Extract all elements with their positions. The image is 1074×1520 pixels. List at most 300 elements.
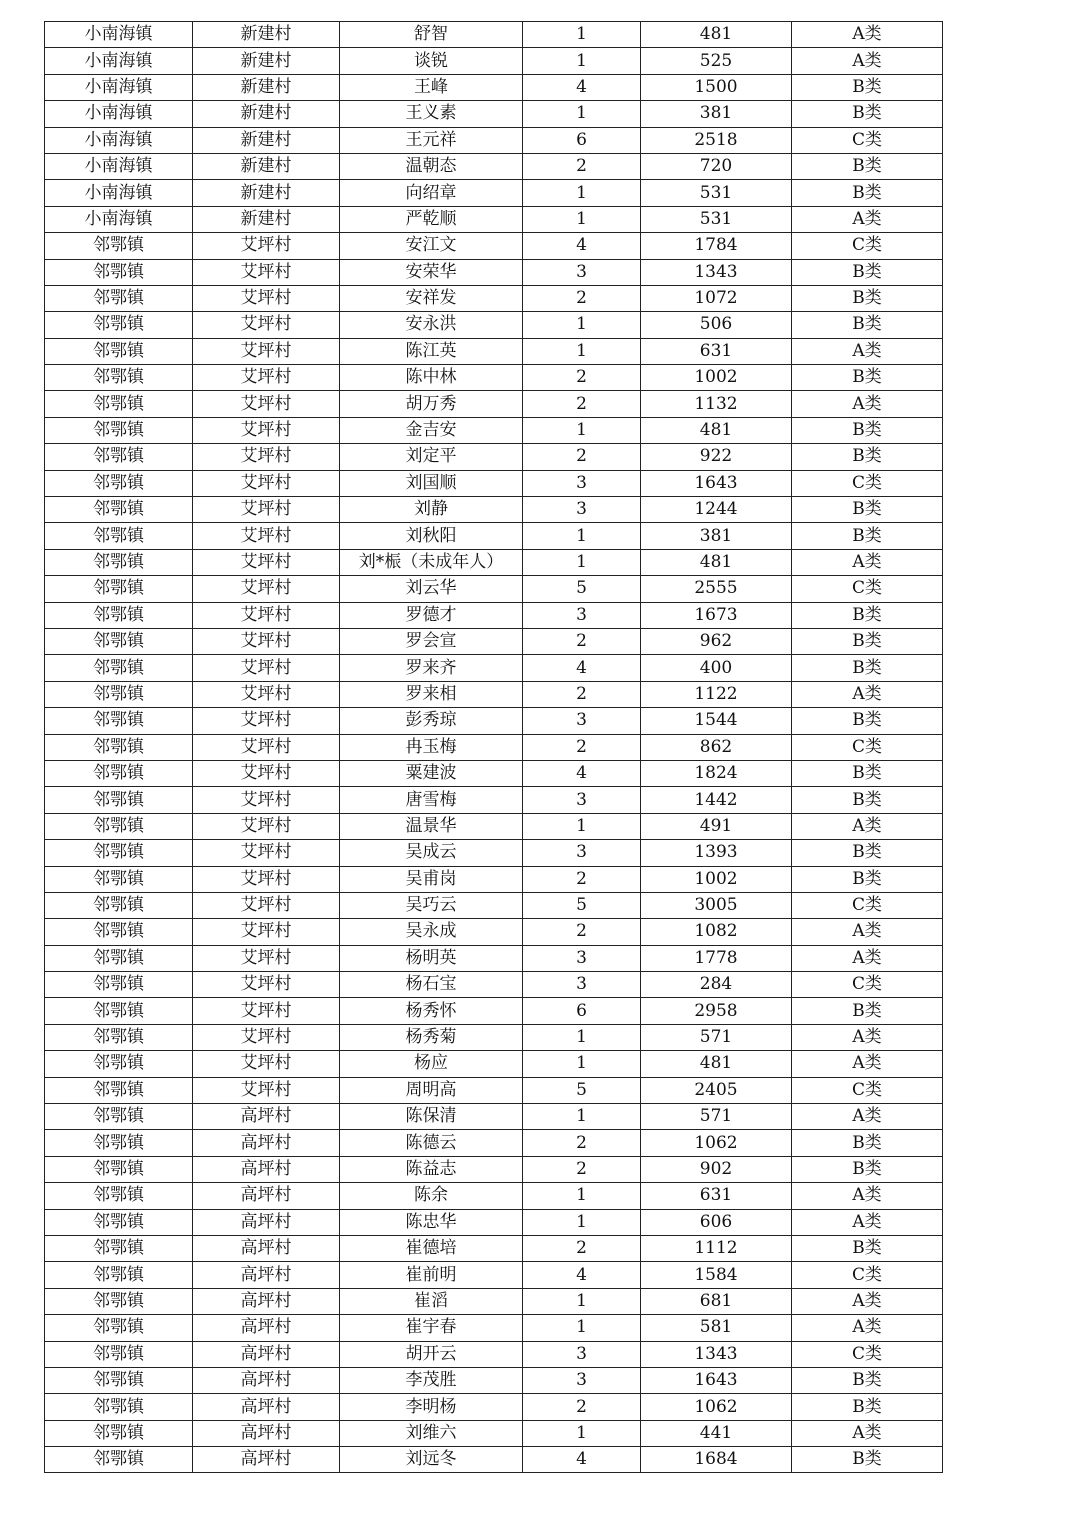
amount-cell: 1122 xyxy=(641,681,792,707)
village-cell: 高坪村 xyxy=(193,1394,340,1420)
table-row xyxy=(45,180,943,206)
household-size-cell: 2 xyxy=(523,1235,641,1261)
name-cell: 陈忠华 xyxy=(340,1209,523,1235)
category-cell: B类 xyxy=(792,655,943,681)
town-cell: 邻鄂镇 xyxy=(45,576,193,602)
name-cell: 杨明英 xyxy=(340,945,523,971)
household-size-cell: 2 xyxy=(523,919,641,945)
category-cell: B类 xyxy=(792,1367,943,1393)
name-cell: 吴永成 xyxy=(340,919,523,945)
amount-cell: 1132 xyxy=(641,391,792,417)
household-size-cell: 3 xyxy=(523,972,641,998)
village-cell: 艾坪村 xyxy=(193,391,340,417)
amount-cell: 1002 xyxy=(641,866,792,892)
table-row xyxy=(45,1209,943,1235)
table-row xyxy=(45,285,943,311)
category-cell: B类 xyxy=(792,787,943,813)
household-size-cell: 3 xyxy=(523,470,641,496)
household-size-cell: 5 xyxy=(523,1077,641,1103)
name-cell: 刘静 xyxy=(340,497,523,523)
village-cell: 高坪村 xyxy=(193,1183,340,1209)
household-size-cell: 6 xyxy=(523,998,641,1024)
table-row xyxy=(45,338,943,364)
household-size-cell: 5 xyxy=(523,892,641,918)
town-cell: 邻鄂镇 xyxy=(45,1051,193,1077)
amount-cell: 531 xyxy=(641,206,792,232)
amount-cell: 1072 xyxy=(641,285,792,311)
name-cell: 陈余 xyxy=(340,1183,523,1209)
amount-cell: 1584 xyxy=(641,1262,792,1288)
name-cell: 崔前明 xyxy=(340,1262,523,1288)
household-size-cell: 4 xyxy=(523,760,641,786)
town-cell: 小南海镇 xyxy=(45,206,193,232)
name-cell: 王元祥 xyxy=(340,127,523,153)
household-size-cell: 1 xyxy=(523,1104,641,1130)
village-cell: 新建村 xyxy=(193,206,340,232)
category-cell: B类 xyxy=(792,1235,943,1261)
category-cell: C类 xyxy=(792,576,943,602)
category-cell: B类 xyxy=(792,444,943,470)
name-cell: 罗来齐 xyxy=(340,655,523,681)
household-size-cell: 3 xyxy=(523,602,641,628)
name-cell: 安荣华 xyxy=(340,259,523,285)
table-row xyxy=(45,1394,943,1420)
name-cell: 陈益志 xyxy=(340,1156,523,1182)
amount-cell: 1673 xyxy=(641,602,792,628)
table-row xyxy=(45,470,943,496)
name-cell: 舒智 xyxy=(340,22,523,48)
category-cell: B类 xyxy=(792,497,943,523)
household-size-cell: 1 xyxy=(523,48,641,74)
category-cell: A类 xyxy=(792,22,943,48)
town-cell: 邻鄂镇 xyxy=(45,365,193,391)
name-cell: 温朝态 xyxy=(340,153,523,179)
table-row xyxy=(45,259,943,285)
village-cell: 新建村 xyxy=(193,180,340,206)
name-cell: 陈德云 xyxy=(340,1130,523,1156)
town-cell: 邻鄂镇 xyxy=(45,1367,193,1393)
household-size-cell: 1 xyxy=(523,1051,641,1077)
household-size-cell: 3 xyxy=(523,259,641,285)
name-cell: 周明高 xyxy=(340,1077,523,1103)
name-cell: 杨秀菊 xyxy=(340,1024,523,1050)
table-row xyxy=(45,787,943,813)
table-row xyxy=(45,444,943,470)
village-cell: 高坪村 xyxy=(193,1420,340,1446)
amount-cell: 441 xyxy=(641,1420,792,1446)
town-cell: 邻鄂镇 xyxy=(45,628,193,654)
village-cell: 艾坪村 xyxy=(193,760,340,786)
household-size-cell: 3 xyxy=(523,840,641,866)
amount-cell: 491 xyxy=(641,813,792,839)
category-cell: A类 xyxy=(792,338,943,364)
village-cell: 艾坪村 xyxy=(193,945,340,971)
category-cell: B类 xyxy=(792,1394,943,1420)
town-cell: 邻鄂镇 xyxy=(45,1341,193,1367)
name-cell: 刘秋阳 xyxy=(340,523,523,549)
amount-cell: 1393 xyxy=(641,840,792,866)
town-cell: 邻鄂镇 xyxy=(45,1156,193,1182)
category-cell: A类 xyxy=(792,391,943,417)
village-cell: 艾坪村 xyxy=(193,1077,340,1103)
village-cell: 艾坪村 xyxy=(193,1051,340,1077)
name-cell: 彭秀琼 xyxy=(340,708,523,734)
category-cell: A类 xyxy=(792,1420,943,1446)
town-cell: 邻鄂镇 xyxy=(45,497,193,523)
household-size-cell: 1 xyxy=(523,206,641,232)
town-cell: 邻鄂镇 xyxy=(45,1262,193,1288)
amount-cell: 1244 xyxy=(641,497,792,523)
table-row xyxy=(45,1341,943,1367)
name-cell: 王峰 xyxy=(340,74,523,100)
table-row xyxy=(45,1024,943,1050)
amount-cell: 1544 xyxy=(641,708,792,734)
name-cell: 刘*桭（未成年人） xyxy=(340,549,523,575)
town-cell: 邻鄂镇 xyxy=(45,1288,193,1314)
amount-cell: 681 xyxy=(641,1288,792,1314)
name-cell: 唐雪梅 xyxy=(340,787,523,813)
table-row xyxy=(45,840,943,866)
village-cell: 艾坪村 xyxy=(193,1024,340,1050)
category-cell: B类 xyxy=(792,365,943,391)
category-cell: C类 xyxy=(792,233,943,259)
household-size-cell: 4 xyxy=(523,74,641,100)
village-cell: 高坪村 xyxy=(193,1209,340,1235)
town-cell: 邻鄂镇 xyxy=(45,259,193,285)
household-size-cell: 1 xyxy=(523,338,641,364)
table-row xyxy=(45,1077,943,1103)
amount-cell: 902 xyxy=(641,1156,792,1182)
name-cell: 吴成云 xyxy=(340,840,523,866)
name-cell: 安永洪 xyxy=(340,312,523,338)
household-size-cell: 1 xyxy=(523,1024,641,1050)
village-cell: 艾坪村 xyxy=(193,919,340,945)
village-cell: 高坪村 xyxy=(193,1315,340,1341)
amount-cell: 1684 xyxy=(641,1447,792,1473)
village-cell: 新建村 xyxy=(193,153,340,179)
household-size-cell: 1 xyxy=(523,1288,641,1314)
amount-cell: 506 xyxy=(641,312,792,338)
table-row xyxy=(45,1367,943,1393)
amount-cell: 2958 xyxy=(641,998,792,1024)
table-row xyxy=(45,1104,943,1130)
category-cell: C类 xyxy=(792,127,943,153)
village-cell: 艾坪村 xyxy=(193,998,340,1024)
village-cell: 高坪村 xyxy=(193,1288,340,1314)
village-cell: 高坪村 xyxy=(193,1262,340,1288)
category-cell: B类 xyxy=(792,180,943,206)
name-cell: 金吉安 xyxy=(340,417,523,443)
category-cell: B类 xyxy=(792,153,943,179)
household-size-cell: 2 xyxy=(523,1156,641,1182)
amount-cell: 1112 xyxy=(641,1235,792,1261)
category-cell: C类 xyxy=(792,892,943,918)
town-cell: 邻鄂镇 xyxy=(45,813,193,839)
town-cell: 小南海镇 xyxy=(45,74,193,100)
category-cell: C类 xyxy=(792,1077,943,1103)
town-cell: 邻鄂镇 xyxy=(45,1209,193,1235)
village-cell: 艾坪村 xyxy=(193,417,340,443)
data-table xyxy=(44,21,943,1473)
town-cell: 邻鄂镇 xyxy=(45,338,193,364)
household-size-cell: 5 xyxy=(523,576,641,602)
table-row xyxy=(45,127,943,153)
category-cell: B类 xyxy=(792,840,943,866)
category-cell: A类 xyxy=(792,1183,943,1209)
name-cell: 刘远冬 xyxy=(340,1447,523,1473)
category-cell: B类 xyxy=(792,628,943,654)
category-cell: B类 xyxy=(792,523,943,549)
household-size-cell: 1 xyxy=(523,1209,641,1235)
town-cell: 小南海镇 xyxy=(45,180,193,206)
table-row xyxy=(45,945,943,971)
table-row xyxy=(45,417,943,443)
name-cell: 罗来相 xyxy=(340,681,523,707)
village-cell: 艾坪村 xyxy=(193,628,340,654)
town-cell: 邻鄂镇 xyxy=(45,1183,193,1209)
town-cell: 邻鄂镇 xyxy=(45,787,193,813)
table-row xyxy=(45,734,943,760)
amount-cell: 3005 xyxy=(641,892,792,918)
name-cell: 陈江英 xyxy=(340,338,523,364)
amount-cell: 922 xyxy=(641,444,792,470)
table-row xyxy=(45,1420,943,1446)
name-cell: 王义素 xyxy=(340,101,523,127)
table-row xyxy=(45,1183,943,1209)
town-cell: 邻鄂镇 xyxy=(45,523,193,549)
household-size-cell: 3 xyxy=(523,497,641,523)
amount-cell: 2555 xyxy=(641,576,792,602)
amount-cell: 720 xyxy=(641,153,792,179)
table-row xyxy=(45,760,943,786)
household-size-cell: 1 xyxy=(523,523,641,549)
village-cell: 艾坪村 xyxy=(193,708,340,734)
category-cell: B类 xyxy=(792,760,943,786)
amount-cell: 481 xyxy=(641,22,792,48)
category-cell: C类 xyxy=(792,1341,943,1367)
table-row xyxy=(45,602,943,628)
name-cell: 刘维六 xyxy=(340,1420,523,1446)
amount-cell: 481 xyxy=(641,549,792,575)
village-cell: 艾坪村 xyxy=(193,681,340,707)
category-cell: A类 xyxy=(792,549,943,575)
village-cell: 艾坪村 xyxy=(193,444,340,470)
table-row xyxy=(45,972,943,998)
category-cell: C类 xyxy=(792,734,943,760)
household-size-cell: 2 xyxy=(523,365,641,391)
table-body xyxy=(45,22,943,1473)
name-cell: 刘定平 xyxy=(340,444,523,470)
town-cell: 邻鄂镇 xyxy=(45,919,193,945)
amount-cell: 1643 xyxy=(641,1367,792,1393)
town-cell: 邻鄂镇 xyxy=(45,417,193,443)
table-row xyxy=(45,153,943,179)
household-size-cell: 1 xyxy=(523,1315,641,1341)
name-cell: 粟建波 xyxy=(340,760,523,786)
category-cell: A类 xyxy=(792,48,943,74)
table-row xyxy=(45,919,943,945)
name-cell: 陈中林 xyxy=(340,365,523,391)
household-size-cell: 3 xyxy=(523,787,641,813)
village-cell: 新建村 xyxy=(193,48,340,74)
village-cell: 艾坪村 xyxy=(193,470,340,496)
name-cell: 杨应 xyxy=(340,1051,523,1077)
name-cell: 陈保清 xyxy=(340,1104,523,1130)
village-cell: 高坪村 xyxy=(193,1104,340,1130)
amount-cell: 571 xyxy=(641,1024,792,1050)
amount-cell: 1500 xyxy=(641,74,792,100)
town-cell: 邻鄂镇 xyxy=(45,892,193,918)
category-cell: B类 xyxy=(792,312,943,338)
category-cell: B类 xyxy=(792,259,943,285)
table-row xyxy=(45,1288,943,1314)
name-cell: 刘国顺 xyxy=(340,470,523,496)
category-cell: A类 xyxy=(792,206,943,232)
village-cell: 艾坪村 xyxy=(193,523,340,549)
table-row xyxy=(45,206,943,232)
table-row xyxy=(45,312,943,338)
category-cell: A类 xyxy=(792,1288,943,1314)
amount-cell: 481 xyxy=(641,1051,792,1077)
amount-cell: 284 xyxy=(641,972,792,998)
town-cell: 小南海镇 xyxy=(45,22,193,48)
table-row xyxy=(45,391,943,417)
household-size-cell: 1 xyxy=(523,101,641,127)
town-cell: 邻鄂镇 xyxy=(45,549,193,575)
table-row xyxy=(45,708,943,734)
amount-cell: 400 xyxy=(641,655,792,681)
town-cell: 邻鄂镇 xyxy=(45,708,193,734)
amount-cell: 1343 xyxy=(641,259,792,285)
name-cell: 罗会宣 xyxy=(340,628,523,654)
village-cell: 艾坪村 xyxy=(193,259,340,285)
household-size-cell: 4 xyxy=(523,1262,641,1288)
town-cell: 邻鄂镇 xyxy=(45,233,193,259)
name-cell: 崔德培 xyxy=(340,1235,523,1261)
household-size-cell: 2 xyxy=(523,153,641,179)
name-cell: 刘云华 xyxy=(340,576,523,602)
amount-cell: 1062 xyxy=(641,1130,792,1156)
household-size-cell: 3 xyxy=(523,945,641,971)
table-row xyxy=(45,101,943,127)
amount-cell: 1002 xyxy=(641,365,792,391)
town-cell: 邻鄂镇 xyxy=(45,1235,193,1261)
town-cell: 邻鄂镇 xyxy=(45,972,193,998)
household-size-cell: 4 xyxy=(523,1447,641,1473)
village-cell: 艾坪村 xyxy=(193,233,340,259)
category-cell: C类 xyxy=(792,972,943,998)
name-cell: 向绍章 xyxy=(340,180,523,206)
household-size-cell: 1 xyxy=(523,1420,641,1446)
village-cell: 高坪村 xyxy=(193,1235,340,1261)
table-row xyxy=(45,1447,943,1473)
category-cell: B类 xyxy=(792,998,943,1024)
village-cell: 艾坪村 xyxy=(193,972,340,998)
household-size-cell: 2 xyxy=(523,1394,641,1420)
household-size-cell: 3 xyxy=(523,1341,641,1367)
name-cell: 杨秀怀 xyxy=(340,998,523,1024)
village-cell: 艾坪村 xyxy=(193,787,340,813)
table-row xyxy=(45,681,943,707)
village-cell: 艾坪村 xyxy=(193,365,340,391)
village-cell: 艾坪村 xyxy=(193,840,340,866)
table-row xyxy=(45,576,943,602)
category-cell: B类 xyxy=(792,866,943,892)
town-cell: 邻鄂镇 xyxy=(45,945,193,971)
town-cell: 邻鄂镇 xyxy=(45,734,193,760)
household-size-cell: 2 xyxy=(523,866,641,892)
table-row xyxy=(45,1315,943,1341)
name-cell: 安江文 xyxy=(340,233,523,259)
amount-cell: 1784 xyxy=(641,233,792,259)
village-cell: 新建村 xyxy=(193,74,340,100)
category-cell: A类 xyxy=(792,681,943,707)
town-cell: 邻鄂镇 xyxy=(45,840,193,866)
household-size-cell: 2 xyxy=(523,285,641,311)
household-size-cell: 2 xyxy=(523,681,641,707)
table-row xyxy=(45,549,943,575)
table-row xyxy=(45,628,943,654)
household-size-cell: 1 xyxy=(523,813,641,839)
table-row xyxy=(45,48,943,74)
table-row xyxy=(45,892,943,918)
village-cell: 艾坪村 xyxy=(193,813,340,839)
category-cell: B类 xyxy=(792,1130,943,1156)
village-cell: 艾坪村 xyxy=(193,285,340,311)
village-cell: 新建村 xyxy=(193,101,340,127)
category-cell: A类 xyxy=(792,1051,943,1077)
town-cell: 邻鄂镇 xyxy=(45,866,193,892)
category-cell: A类 xyxy=(792,1104,943,1130)
household-size-cell: 1 xyxy=(523,549,641,575)
name-cell: 杨石宝 xyxy=(340,972,523,998)
category-cell: B类 xyxy=(792,101,943,127)
name-cell: 谈锐 xyxy=(340,48,523,74)
village-cell: 高坪村 xyxy=(193,1156,340,1182)
amount-cell: 1082 xyxy=(641,919,792,945)
village-cell: 高坪村 xyxy=(193,1341,340,1367)
category-cell: B类 xyxy=(792,74,943,100)
amount-cell: 481 xyxy=(641,417,792,443)
table-row xyxy=(45,813,943,839)
amount-cell: 631 xyxy=(641,338,792,364)
town-cell: 邻鄂镇 xyxy=(45,1104,193,1130)
amount-cell: 1062 xyxy=(641,1394,792,1420)
town-cell: 邻鄂镇 xyxy=(45,1420,193,1446)
household-size-cell: 2 xyxy=(523,391,641,417)
village-cell: 艾坪村 xyxy=(193,602,340,628)
household-size-cell: 6 xyxy=(523,127,641,153)
town-cell: 邻鄂镇 xyxy=(45,312,193,338)
household-size-cell: 4 xyxy=(523,655,641,681)
town-cell: 小南海镇 xyxy=(45,48,193,74)
household-size-cell: 2 xyxy=(523,444,641,470)
name-cell: 冉玉梅 xyxy=(340,734,523,760)
household-size-cell: 1 xyxy=(523,1183,641,1209)
town-cell: 小南海镇 xyxy=(45,153,193,179)
amount-cell: 381 xyxy=(641,523,792,549)
table-row xyxy=(45,866,943,892)
category-cell: B类 xyxy=(792,708,943,734)
amount-cell: 1343 xyxy=(641,1341,792,1367)
category-cell: B类 xyxy=(792,417,943,443)
category-cell: A类 xyxy=(792,1024,943,1050)
category-cell: A类 xyxy=(792,1315,943,1341)
table-row xyxy=(45,1051,943,1077)
amount-cell: 381 xyxy=(641,101,792,127)
household-size-cell: 1 xyxy=(523,180,641,206)
table-row xyxy=(45,998,943,1024)
